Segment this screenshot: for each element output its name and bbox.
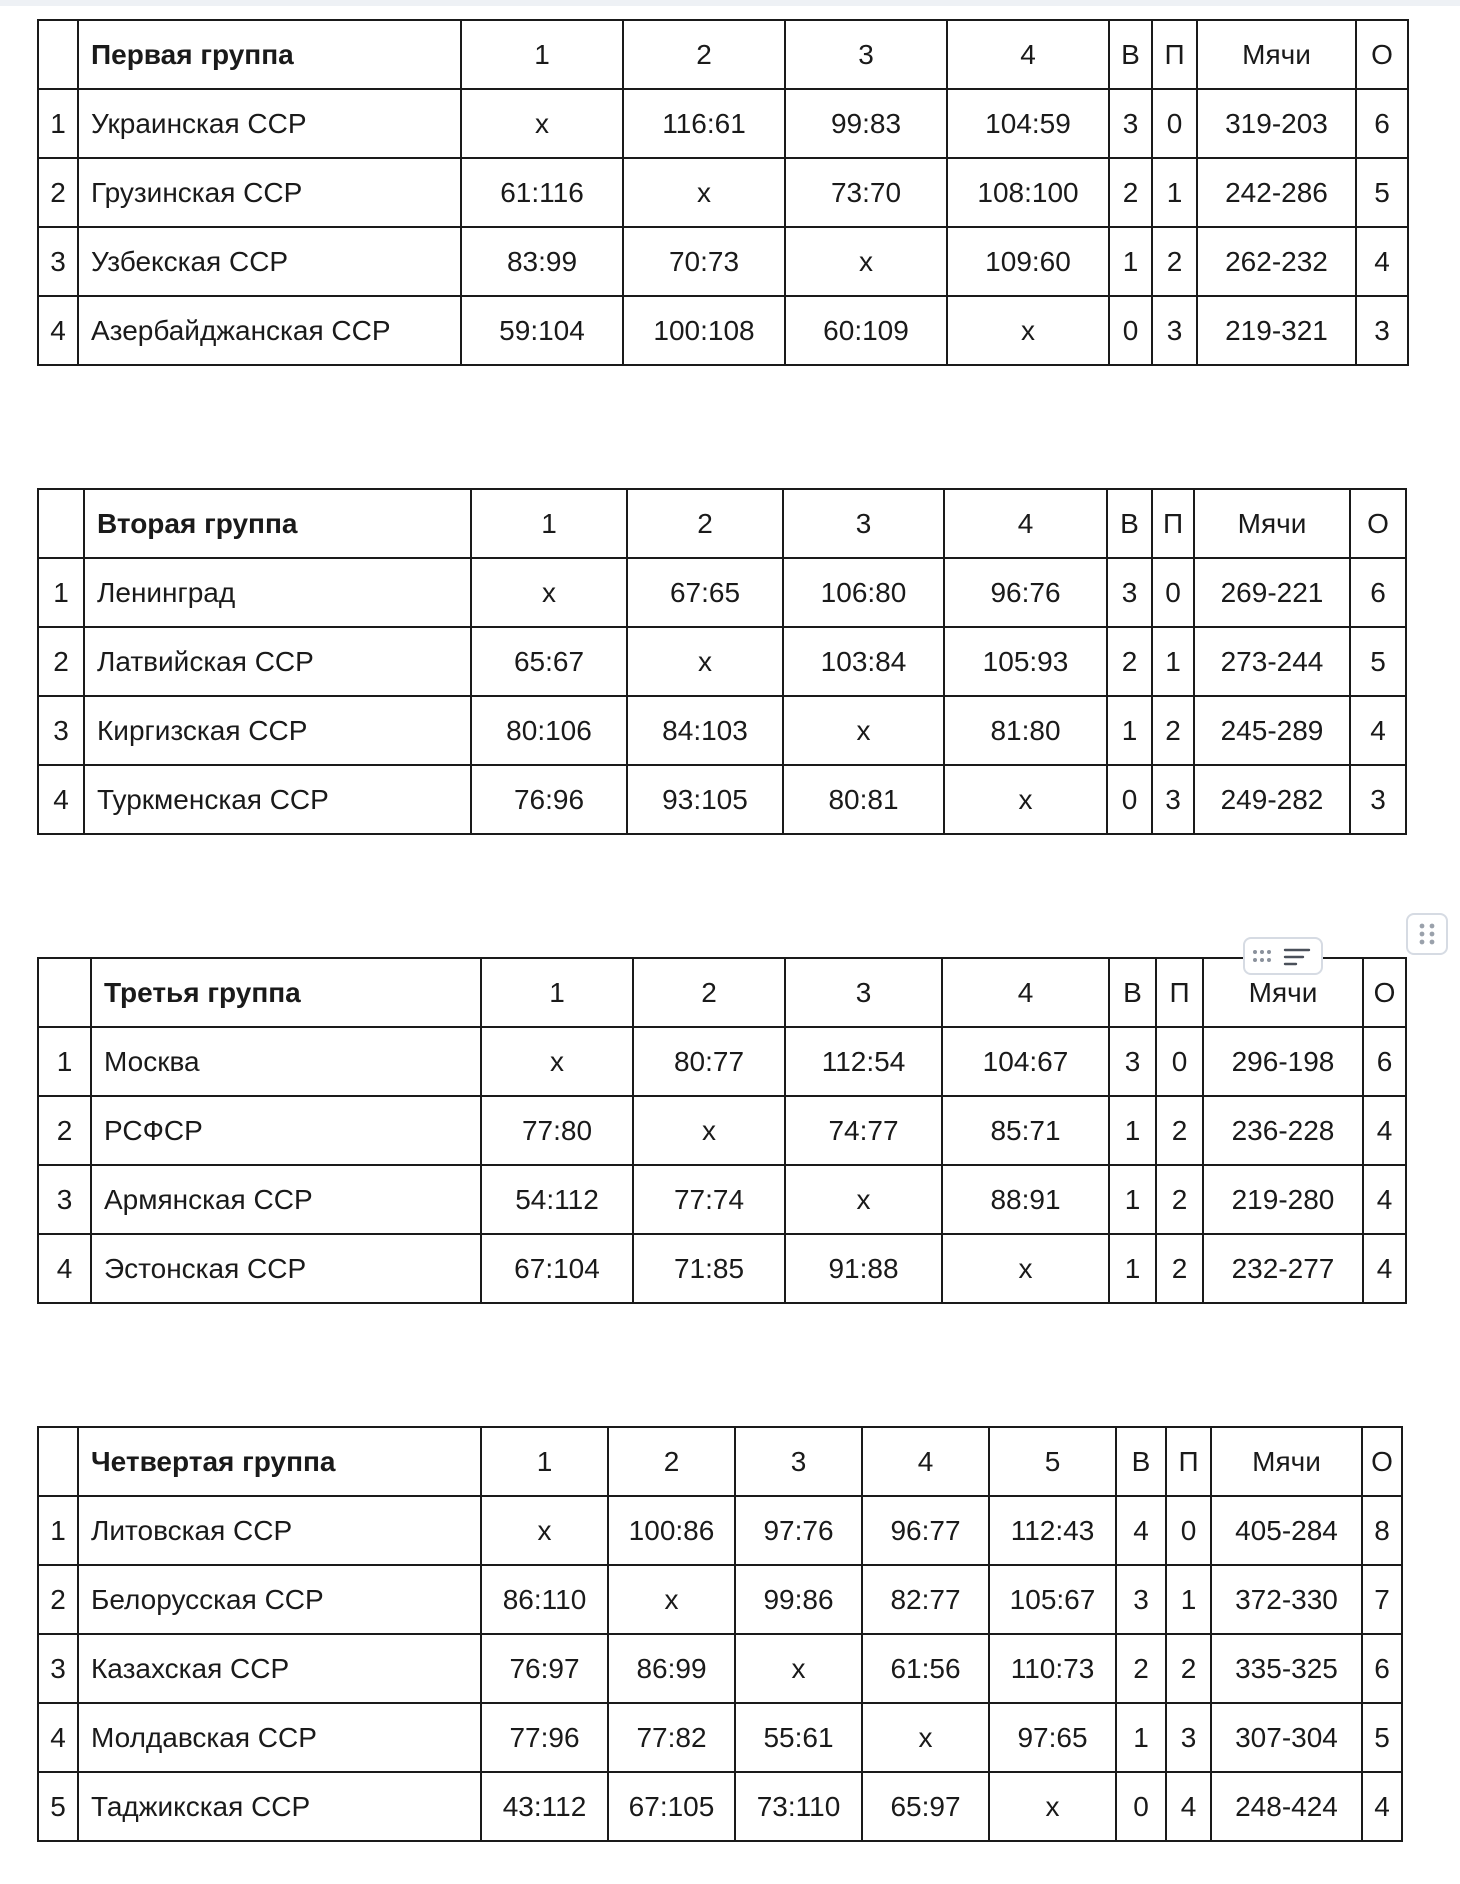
- result-cell: 86:110: [481, 1565, 608, 1634]
- points-cell: 3: [1356, 296, 1408, 365]
- balls-cell: 269-221: [1194, 558, 1350, 627]
- wins-cell: 1: [1107, 696, 1152, 765]
- sort-lines-icon: [1285, 950, 1309, 964]
- table-row: [38, 1165, 1406, 1234]
- result-cell: 99:86: [735, 1565, 862, 1634]
- wins-header: В: [1109, 958, 1156, 1027]
- row-number: 4: [38, 765, 84, 834]
- table-row: [38, 1496, 1402, 1565]
- team-name: Киргизская ССР: [84, 696, 471, 765]
- losses-cell: 1: [1152, 627, 1194, 696]
- table-row: [38, 1703, 1402, 1772]
- row-number: 3: [38, 227, 78, 296]
- table-row: [38, 765, 1406, 834]
- result-cell: 96:77: [862, 1496, 989, 1565]
- result-cell: 65:67: [471, 627, 627, 696]
- balls-cell: 405-284: [1211, 1496, 1362, 1565]
- row-number: 5: [38, 1772, 78, 1841]
- result-cell: 112:54: [785, 1027, 942, 1096]
- result-cell: 80:106: [471, 696, 627, 765]
- result-cell: 73:110: [735, 1772, 862, 1841]
- result-cell: 83:99: [461, 227, 623, 296]
- col-header: 4: [862, 1427, 989, 1496]
- balls-cell: 242-286: [1197, 158, 1356, 227]
- balls-cell: 372-330: [1211, 1565, 1362, 1634]
- result-cell: 80:81: [783, 765, 944, 834]
- row-number: 3: [38, 696, 84, 765]
- col-header: 4: [944, 489, 1107, 558]
- losses-cell: 0: [1156, 1027, 1203, 1096]
- group-title: Четвертая группа: [78, 1427, 481, 1496]
- result-cell: 60:109: [785, 296, 947, 365]
- row-number: 1: [38, 89, 78, 158]
- result-cell: 91:88: [785, 1234, 942, 1303]
- table-row: [38, 627, 1406, 696]
- result-cell: x: [947, 296, 1109, 365]
- wins-cell: 2: [1109, 158, 1152, 227]
- result-cell: 73:70: [785, 158, 947, 227]
- balls-cell: 219-321: [1197, 296, 1356, 365]
- col-header: 1: [481, 958, 633, 1027]
- result-cell: 70:73: [623, 227, 785, 296]
- result-cell: 43:112: [481, 1772, 608, 1841]
- wins-cell: 3: [1107, 558, 1152, 627]
- table-row: [38, 1565, 1402, 1634]
- points-cell: 4: [1362, 1772, 1402, 1841]
- team-name: Литовская ССР: [78, 1496, 481, 1565]
- result-cell: 99:83: [785, 89, 947, 158]
- group-header-row: [38, 958, 1406, 1027]
- team-name: Латвийская ССР: [84, 627, 471, 696]
- points-header: О: [1363, 958, 1406, 1027]
- result-cell: 104:59: [947, 89, 1109, 158]
- wins-cell: 1: [1109, 227, 1152, 296]
- team-name: Молдавская ССР: [78, 1703, 481, 1772]
- result-cell: 61:56: [862, 1634, 989, 1703]
- result-cell: 97:65: [989, 1703, 1116, 1772]
- table-row: [38, 558, 1406, 627]
- col-header: 2: [633, 958, 785, 1027]
- col-header: 1: [481, 1427, 608, 1496]
- balls-header: Мячи: [1211, 1427, 1362, 1496]
- row-number: 4: [38, 296, 78, 365]
- col-header: 3: [783, 489, 944, 558]
- result-cell: x: [481, 1496, 608, 1565]
- table-row: [38, 296, 1408, 365]
- result-cell: 65:97: [862, 1772, 989, 1841]
- result-cell: 100:86: [608, 1496, 735, 1565]
- result-cell: 100:108: [623, 296, 785, 365]
- result-cell: 109:60: [947, 227, 1109, 296]
- row-number: 2: [38, 627, 84, 696]
- points-cell: 5: [1362, 1703, 1402, 1772]
- wins-cell: 1: [1109, 1165, 1156, 1234]
- corner-cell: [38, 1427, 78, 1496]
- result-cell: 77:74: [633, 1165, 785, 1234]
- losses-cell: 1: [1166, 1565, 1211, 1634]
- result-cell: 67:65: [627, 558, 783, 627]
- result-cell: x: [785, 227, 947, 296]
- result-cell: x: [989, 1772, 1116, 1841]
- team-name: Ленинград: [84, 558, 471, 627]
- result-cell: x: [623, 158, 785, 227]
- losses-cell: 3: [1152, 765, 1194, 834]
- result-cell: 74:77: [785, 1096, 942, 1165]
- balls-header: Мячи: [1197, 20, 1356, 89]
- wins-cell: 0: [1116, 1772, 1166, 1841]
- wins-cell: 3: [1109, 1027, 1156, 1096]
- points-cell: 6: [1363, 1027, 1406, 1096]
- team-name: Белорусская ССР: [78, 1565, 481, 1634]
- losses-cell: 2: [1156, 1234, 1203, 1303]
- group-header-row: [38, 489, 1406, 558]
- points-cell: 4: [1356, 227, 1408, 296]
- result-cell: 88:91: [942, 1165, 1109, 1234]
- result-cell: x: [735, 1634, 862, 1703]
- team-name: Туркменская ССР: [84, 765, 471, 834]
- wins-header: В: [1116, 1427, 1166, 1496]
- points-cell: 4: [1363, 1234, 1406, 1303]
- table-row: [38, 89, 1408, 158]
- losses-cell: 0: [1152, 558, 1194, 627]
- result-cell: x: [608, 1565, 735, 1634]
- result-cell: 77:82: [608, 1703, 735, 1772]
- balls-header: Мячи: [1194, 489, 1350, 558]
- losses-cell: 0: [1152, 89, 1197, 158]
- table-row: [38, 1634, 1402, 1703]
- result-cell: 84:103: [627, 696, 783, 765]
- result-cell: 71:85: [633, 1234, 785, 1303]
- team-name: Эстонская ССР: [91, 1234, 481, 1303]
- balls-cell: 232-277: [1203, 1234, 1363, 1303]
- balls-cell: 319-203: [1197, 89, 1356, 158]
- losses-cell: 2: [1152, 227, 1197, 296]
- row-number: 4: [38, 1703, 78, 1772]
- wins-cell: 3: [1109, 89, 1152, 158]
- wins-cell: 3: [1116, 1565, 1166, 1634]
- row-number: 3: [38, 1165, 91, 1234]
- table-row: [38, 696, 1406, 765]
- points-cell: 7: [1362, 1565, 1402, 1634]
- points-cell: 6: [1350, 558, 1406, 627]
- col-header: 4: [947, 20, 1109, 89]
- balls-cell: 262-232: [1197, 227, 1356, 296]
- row-number: 4: [38, 1234, 91, 1303]
- row-number: 2: [38, 1565, 78, 1634]
- wins-header: В: [1107, 489, 1152, 558]
- points-cell: 4: [1350, 696, 1406, 765]
- drag-dots-icon: [1253, 950, 1271, 962]
- losses-cell: 2: [1152, 696, 1194, 765]
- losses-header: П: [1166, 1427, 1211, 1496]
- result-cell: 116:61: [623, 89, 785, 158]
- result-cell: 76:97: [481, 1634, 608, 1703]
- balls-cell: 296-198: [1203, 1027, 1363, 1096]
- table-row: [38, 227, 1408, 296]
- balls-cell: 249-282: [1194, 765, 1350, 834]
- result-cell: 105:93: [944, 627, 1107, 696]
- losses-cell: 2: [1156, 1165, 1203, 1234]
- team-name: Таджикская ССР: [78, 1772, 481, 1841]
- group-title: Первая группа: [78, 20, 461, 89]
- losses-cell: 0: [1166, 1496, 1211, 1565]
- balls-header: Мячи: [1203, 958, 1363, 1027]
- row-number: 1: [38, 558, 84, 627]
- result-cell: x: [633, 1096, 785, 1165]
- result-cell: 106:80: [783, 558, 944, 627]
- points-cell: 6: [1362, 1634, 1402, 1703]
- wins-cell: 1: [1109, 1234, 1156, 1303]
- result-cell: 81:80: [944, 696, 1107, 765]
- result-cell: 76:96: [471, 765, 627, 834]
- result-cell: x: [627, 627, 783, 696]
- points-cell: 4: [1363, 1165, 1406, 1234]
- group-header-row: [38, 1427, 1402, 1496]
- result-cell: 97:76: [735, 1496, 862, 1565]
- row-number: 1: [38, 1496, 78, 1565]
- losses-header: П: [1152, 489, 1194, 558]
- team-name: РСФСР: [91, 1096, 481, 1165]
- result-cell: 105:67: [989, 1565, 1116, 1634]
- group-1-table: [37, 19, 1409, 366]
- points-cell: 5: [1356, 158, 1408, 227]
- group-3-table: [37, 957, 1407, 1304]
- result-cell: 61:116: [461, 158, 623, 227]
- wins-cell: 2: [1107, 627, 1152, 696]
- wins-cell: 4: [1116, 1496, 1166, 1565]
- corner-cell: [38, 20, 78, 89]
- col-header: 2: [623, 20, 785, 89]
- drag-handle-icon: [1408, 915, 1446, 953]
- corner-cell: [38, 489, 84, 558]
- losses-cell: 3: [1152, 296, 1197, 365]
- group-title: Вторая группа: [84, 489, 471, 558]
- row-number: 1: [38, 1027, 91, 1096]
- table-row: [38, 1234, 1406, 1303]
- group-header-row: [38, 20, 1408, 89]
- points-header: О: [1356, 20, 1408, 89]
- team-name: Армянская ССР: [91, 1165, 481, 1234]
- losses-cell: 2: [1156, 1096, 1203, 1165]
- row-number: 2: [38, 158, 78, 227]
- team-name: Украинская ССР: [78, 89, 461, 158]
- wins-cell: 2: [1116, 1634, 1166, 1703]
- result-cell: x: [461, 89, 623, 158]
- result-cell: x: [785, 1165, 942, 1234]
- table-row: [38, 1772, 1402, 1841]
- result-cell: 67:104: [481, 1234, 633, 1303]
- result-cell: 54:112: [481, 1165, 633, 1234]
- result-cell: 77:80: [481, 1096, 633, 1165]
- balls-cell: 307-304: [1211, 1703, 1362, 1772]
- col-header: 3: [785, 20, 947, 89]
- result-cell: 59:104: [461, 296, 623, 365]
- col-header: 4: [942, 958, 1109, 1027]
- balls-cell: 236-228: [1203, 1096, 1363, 1165]
- table-drag-handle[interactable]: [1406, 913, 1448, 955]
- result-cell: x: [471, 558, 627, 627]
- result-cell: x: [944, 765, 1107, 834]
- col-header: 3: [735, 1427, 862, 1496]
- group-title: Третья группа: [91, 958, 481, 1027]
- col-header: 2: [608, 1427, 735, 1496]
- result-cell: 85:71: [942, 1096, 1109, 1165]
- balls-cell: 245-289: [1194, 696, 1350, 765]
- table-row: [38, 1096, 1406, 1165]
- balls-cell: 219-280: [1203, 1165, 1363, 1234]
- table-row: [38, 1027, 1406, 1096]
- points-cell: 8: [1362, 1496, 1402, 1565]
- team-name: Узбекская ССР: [78, 227, 461, 296]
- top-strip: [0, 0, 1460, 6]
- corner-cell: [38, 958, 91, 1027]
- table-row: [38, 158, 1408, 227]
- result-cell: 77:96: [481, 1703, 608, 1772]
- result-cell: x: [481, 1027, 633, 1096]
- balls-cell: 335-325: [1211, 1634, 1362, 1703]
- points-header: О: [1350, 489, 1406, 558]
- points-cell: 3: [1350, 765, 1406, 834]
- points-cell: 4: [1363, 1096, 1406, 1165]
- result-cell: 104:67: [942, 1027, 1109, 1096]
- losses-cell: 3: [1166, 1703, 1211, 1772]
- col-header: 1: [471, 489, 627, 558]
- result-cell: 112:43: [989, 1496, 1116, 1565]
- group-2-table: [37, 488, 1407, 835]
- points-cell: 5: [1350, 627, 1406, 696]
- points-cell: 6: [1356, 89, 1408, 158]
- wins-cell: 0: [1107, 765, 1152, 834]
- result-cell: x: [783, 696, 944, 765]
- wins-header: В: [1109, 20, 1152, 89]
- row-number: 3: [38, 1634, 78, 1703]
- result-cell: 93:105: [627, 765, 783, 834]
- col-header: 2: [627, 489, 783, 558]
- points-header: О: [1362, 1427, 1402, 1496]
- team-name: Азербайджанская ССР: [78, 296, 461, 365]
- result-cell: 108:100: [947, 158, 1109, 227]
- losses-header: П: [1156, 958, 1203, 1027]
- result-cell: x: [942, 1234, 1109, 1303]
- result-cell: 86:99: [608, 1634, 735, 1703]
- wins-cell: 1: [1116, 1703, 1166, 1772]
- result-cell: x: [862, 1703, 989, 1772]
- wins-cell: 0: [1109, 296, 1152, 365]
- group-4-table: [37, 1426, 1403, 1842]
- losses-header: П: [1152, 20, 1197, 89]
- result-cell: 103:84: [783, 627, 944, 696]
- team-name: Казахская ССР: [78, 1634, 481, 1703]
- result-cell: 110:73: [989, 1634, 1116, 1703]
- result-cell: 80:77: [633, 1027, 785, 1096]
- result-cell: 96:76: [944, 558, 1107, 627]
- balls-cell: 273-244: [1194, 627, 1350, 696]
- row-number: 2: [38, 1096, 91, 1165]
- team-name: Москва: [91, 1027, 481, 1096]
- result-cell: 55:61: [735, 1703, 862, 1772]
- losses-cell: 2: [1166, 1634, 1211, 1703]
- losses-cell: 1: [1152, 158, 1197, 227]
- col-header: 1: [461, 20, 623, 89]
- team-name: Грузинская ССР: [78, 158, 461, 227]
- col-header: 3: [785, 958, 942, 1027]
- column-menu-button[interactable]: [1243, 937, 1323, 975]
- balls-cell: 248-424: [1211, 1772, 1362, 1841]
- col-header: 5: [989, 1427, 1116, 1496]
- losses-cell: 4: [1166, 1772, 1211, 1841]
- result-cell: 82:77: [862, 1565, 989, 1634]
- result-cell: 67:105: [608, 1772, 735, 1841]
- wins-cell: 1: [1109, 1096, 1156, 1165]
